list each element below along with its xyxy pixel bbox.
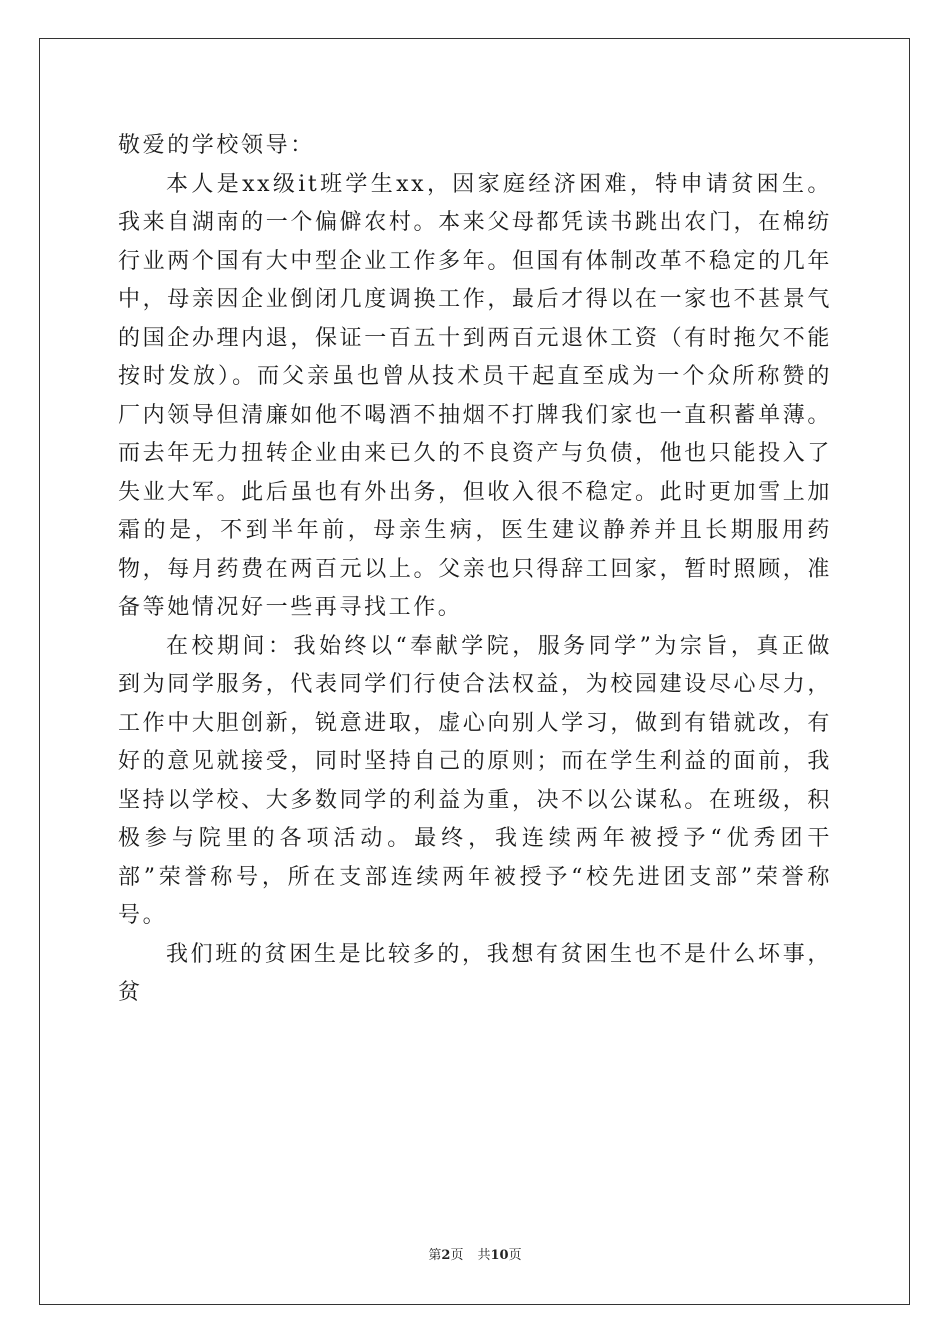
footer-prefix: 第 xyxy=(428,1248,442,1263)
paragraph-family-background: 本人是xx级it班学生xx，因家庭经济困难，特申请贫困生。我来自湖南的一个偏僻农村。本来父母都凭读书跳出农门，在棉纺行业两个国有大中型企业工作多年。但国有体制改革不稳定的几年中，母亲因企业倒闭几度调换工作，最后才得以在一家也不甚景气的国企办理内退，保证一百五十到两百元退休工资（有时拖欠不能按时发放）。而父亲虽也曾从技术员干起直至成为一个众所称赞的厂内领导但清廉如他不喝酒不抽烟不打牌我们家也一直积蓄单薄。而去年无力扭转企业由来已久的不良资产与负债，他也只能投入了失业大军。此后虽也有外出务，但收入很不稳定。此时更加雪上加霜的是，不到半年前，母亲生病，医生建议静养并且长期服用药物，每月药费在两百元以上。父亲也只得辞工回家，暂时照顾，准备等她情况好一些再寻找工作。 xyxy=(118,171,832,620)
page-footer xyxy=(0,1246,950,1266)
paragraph-class-poverty: 我们班的贫困生是比较多的，我想有贫困生也不是什么坏事，贫 xyxy=(118,941,832,1005)
total-page-count: 10 xyxy=(490,1248,509,1263)
salutation: 敬爱的学校领导： xyxy=(118,133,315,158)
footer-total-suffix: 页 xyxy=(508,1248,522,1263)
footer-total-prefix: 共 xyxy=(477,1248,491,1263)
current-page-number: 2 xyxy=(441,1248,451,1263)
document-body xyxy=(118,127,832,1013)
paragraph-school-activities: 在校期间：我始终以“奉献学院，服务同学”为宗旨，真正做到为同学服务，代表同学们行使合法权益，为校园建设尽心尽力，工作中大胆创新，锐意进取，虚心向别人学习，做到有错就改，有好的意见就接受，同时坚持自己的原则；而在学生利益的面前，我坚持以学校、大多数同学的利益为重，决不以公谋私。在班级，积极参与院里的各项活动。最终，我连续两年被授予“优秀团干部”荣誉称号，所在支部连续两年被授予“校先进团支部”荣誉称号。 xyxy=(118,633,832,928)
footer-page-suffix: 页 xyxy=(450,1248,464,1263)
